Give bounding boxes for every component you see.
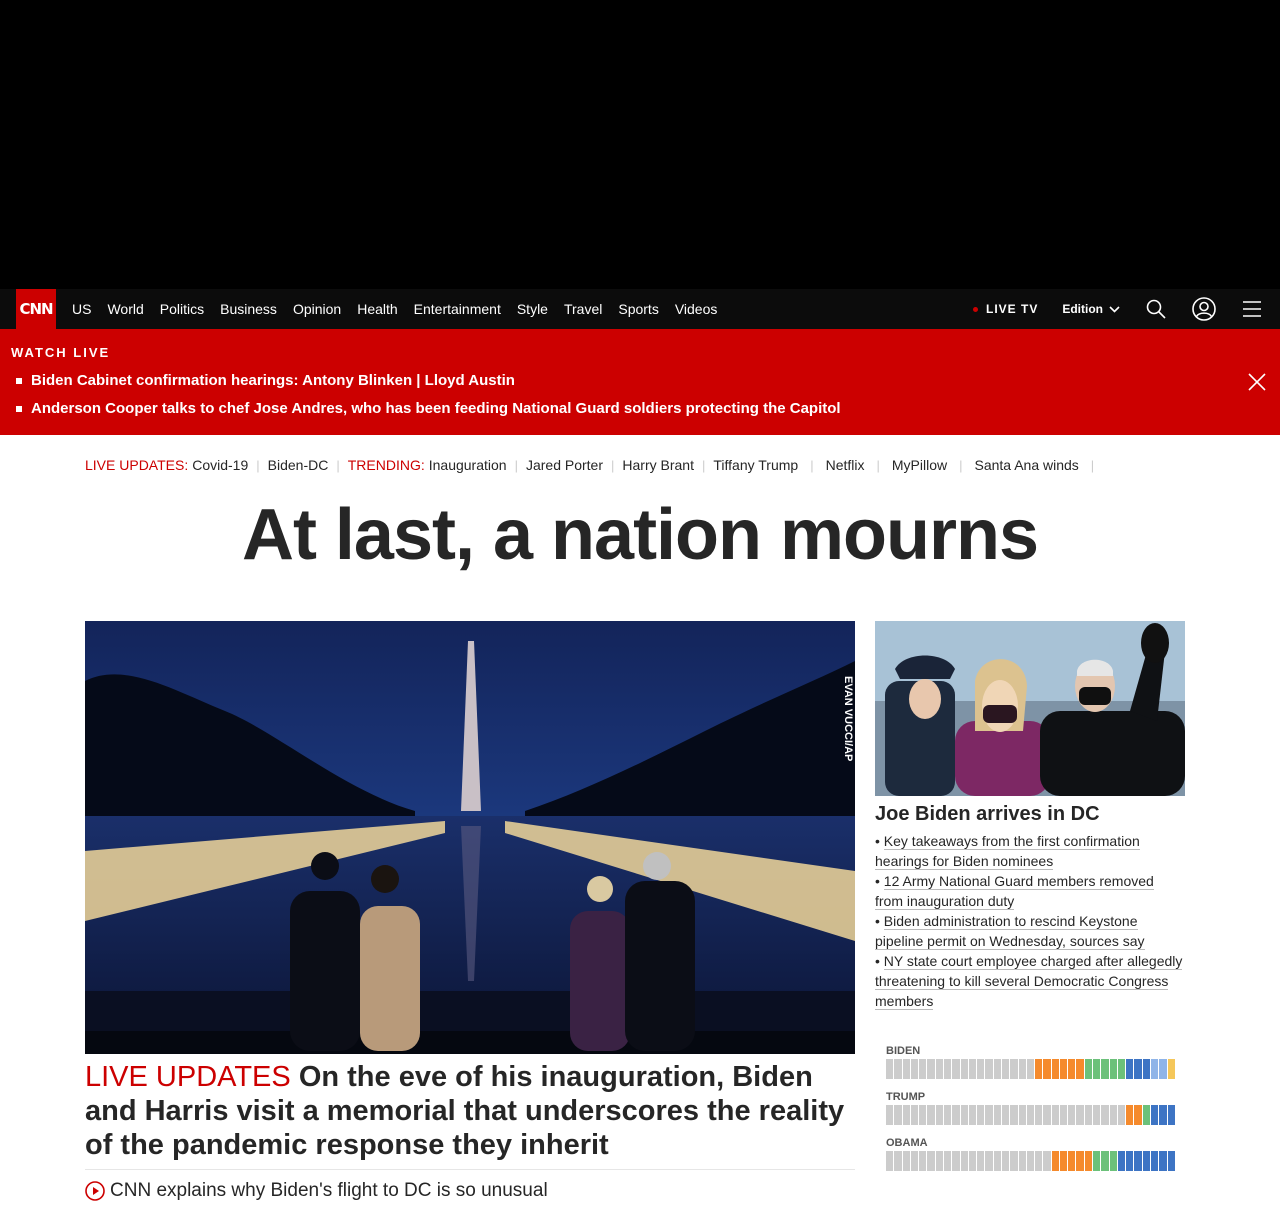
election-bar-segment <box>1027 1059 1034 1079</box>
memorial-photo <box>85 621 855 1054</box>
election-bar-segment <box>1110 1059 1117 1079</box>
live-tv-button[interactable] <box>973 302 1038 316</box>
election-bar-segment <box>1060 1105 1067 1125</box>
account-button[interactable] <box>1192 297 1216 321</box>
election-bar-segment <box>1052 1105 1059 1125</box>
hero-image[interactable] <box>85 621 855 1054</box>
election-bar-segment <box>1085 1059 1092 1079</box>
election-bar-segment <box>1126 1059 1133 1079</box>
close-icon <box>1248 373 1266 391</box>
hamburger-icon <box>1243 301 1261 317</box>
watch-live-banner <box>0 329 1280 435</box>
election-bar-segment <box>1002 1151 1009 1171</box>
election-bar-segment <box>1126 1105 1133 1125</box>
election-row <box>886 1091 1176 1125</box>
election-bar-strip <box>886 1105 1176 1125</box>
nav-link-videos[interactable]: Videos <box>674 301 718 317</box>
election-bar-segment <box>911 1151 918 1171</box>
divider: | <box>611 457 615 473</box>
live-updates-tag: LIVE UPDATES <box>85 1061 291 1093</box>
nav-link-entertainment[interactable]: Entertainment <box>413 301 501 317</box>
biden-arrival-photo <box>875 621 1185 796</box>
election-bar-segment <box>1027 1105 1034 1125</box>
list-item[interactable]: • Biden administration to rescind Keystone pipeline permit on Wednesday, sources say <box>875 913 1145 949</box>
election-bar-segment <box>1076 1151 1083 1171</box>
ad-area <box>0 0 1280 289</box>
election-bar-segment <box>1159 1105 1166 1125</box>
election-bar-segment <box>1076 1059 1083 1079</box>
video-link-text: CNN explains why Biden's flight to DC is so unusual <box>110 1180 548 1201</box>
election-bar-segment <box>936 1059 943 1079</box>
election-bar-segment <box>919 1105 926 1125</box>
trending-link[interactable]: Jared Porter <box>525 457 604 473</box>
election-bar-segment <box>1151 1059 1158 1079</box>
election-bar-segment <box>911 1105 918 1125</box>
trending-link[interactable]: MyPillow <box>891 457 948 473</box>
election-bar-segment <box>952 1105 959 1125</box>
election-bar-segment <box>969 1059 976 1079</box>
election-bar-segment <box>911 1059 918 1079</box>
watch-live-item-text: Biden Cabinet confirmation hearings: Antony Blinken | Lloyd Austin <box>31 372 515 389</box>
bullet-square-icon <box>16 406 22 412</box>
election-bar-segment <box>894 1059 901 1079</box>
election-bar-segment <box>1143 1151 1150 1171</box>
election-bar-segment <box>1134 1059 1141 1079</box>
election-bar-segment <box>952 1059 959 1079</box>
election-bar-segment <box>1019 1059 1026 1079</box>
election-bar-segment <box>944 1105 951 1125</box>
election-bar-segment <box>944 1151 951 1171</box>
nav-link-travel[interactable]: Travel <box>563 301 603 317</box>
election-bar-segment <box>1010 1105 1017 1125</box>
election-bar-segment <box>886 1105 893 1125</box>
nav-link-opinion[interactable]: Opinion <box>292 301 342 317</box>
trending-link[interactable]: Covid-19 <box>192 457 249 473</box>
watch-live-title: WATCH LIVE <box>11 345 111 360</box>
election-bar-segment <box>1126 1151 1133 1171</box>
trending-link[interactable]: Netflix <box>825 457 865 473</box>
election-bar-segment <box>1110 1151 1117 1171</box>
election-graphic[interactable] <box>886 1045 1176 1183</box>
election-bar-segment <box>919 1151 926 1171</box>
election-bar-segment <box>977 1059 984 1079</box>
nav-link-politics[interactable]: Politics <box>159 301 205 317</box>
election-bar-segment <box>1101 1059 1108 1079</box>
election-bar-segment <box>936 1105 943 1125</box>
divider: | <box>514 457 518 473</box>
search-button[interactable] <box>1144 297 1168 321</box>
trending-link[interactable]: Biden-DC <box>267 457 329 473</box>
election-bar-segment <box>961 1059 968 1079</box>
election-bar-segment <box>1060 1059 1067 1079</box>
trending-link[interactable]: Harry Brant <box>622 457 694 473</box>
election-bar-segment <box>1002 1059 1009 1079</box>
nav-link-style[interactable]: Style <box>516 301 548 317</box>
election-bar-strip <box>886 1059 1176 1079</box>
election-bar-segment <box>1019 1151 1026 1171</box>
election-bar-segment <box>927 1151 934 1171</box>
election-bar-segment <box>1027 1151 1034 1171</box>
election-bar-segment <box>1168 1105 1175 1125</box>
election-bar-segment <box>985 1059 992 1079</box>
election-bar-segment <box>1085 1151 1092 1171</box>
election-bar-segment <box>1043 1105 1050 1125</box>
election-bar-segment <box>903 1105 910 1125</box>
trending-bar <box>85 457 1106 473</box>
menu-button[interactable] <box>1240 297 1264 321</box>
edition-selector[interactable] <box>1062 302 1120 316</box>
nav-right <box>973 289 1280 329</box>
election-bar-segment <box>1076 1105 1083 1125</box>
election-bar-segment <box>1118 1151 1125 1171</box>
election-bar-segment <box>969 1151 976 1171</box>
election-bar-segment <box>985 1105 992 1125</box>
nav-link-business[interactable]: Business <box>220 301 277 317</box>
election-bar-segment <box>1118 1105 1125 1125</box>
list-item[interactable]: • 12 Army National Guard members removed from inauguration duty <box>875 873 1154 909</box>
divider: | <box>959 457 963 473</box>
chevron-down-icon <box>1109 306 1120 313</box>
election-bar-segment <box>1134 1105 1141 1125</box>
election-row-label: OBAMA <box>886 1137 928 1149</box>
live-tv-label: LIVE TV <box>985 302 1039 316</box>
election-bar-segment <box>894 1105 901 1125</box>
election-row <box>886 1045 1176 1079</box>
election-bar-segment <box>1010 1059 1017 1079</box>
watch-live-item[interactable] <box>16 400 841 417</box>
election-bar-segment <box>977 1151 984 1171</box>
election-bar-segment <box>1093 1151 1100 1171</box>
play-icon <box>85 1181 105 1201</box>
election-bar-segment <box>1019 1105 1026 1125</box>
cnn-logo[interactable]: CNN <box>16 289 56 329</box>
divider: | <box>876 457 880 473</box>
election-bar-segment <box>1052 1059 1059 1079</box>
divider: | <box>336 457 340 473</box>
election-bar-segment <box>1151 1105 1158 1125</box>
live-updates-label: LIVE UPDATES: <box>85 457 189 473</box>
list-item[interactable]: • NY state court employee charged after allegedly threatening to kill several Democratic Congress members <box>875 953 1183 1009</box>
election-bar-segment <box>1052 1151 1059 1171</box>
election-bar-segment <box>886 1059 893 1079</box>
election-bar-segment <box>1101 1151 1108 1171</box>
nav-link-us[interactable]: US <box>72 301 92 317</box>
election-bar-segment <box>1143 1059 1150 1079</box>
hero-headline-text: On the eve of his inauguration, Biden and Harris visit a memorial that underscores the reality of the pandemic response they inherit <box>85 1061 845 1161</box>
election-bar-segment <box>1110 1105 1117 1125</box>
election-bar-segment <box>1035 1105 1042 1125</box>
election-bar-segment <box>886 1151 893 1171</box>
election-bar-segment <box>1035 1059 1042 1079</box>
divider <box>85 1169 855 1170</box>
list-item[interactable]: • Key takeaways from the first confirmation hearings for Biden nominees <box>875 833 1140 869</box>
election-bar-segment <box>1035 1151 1042 1171</box>
election-bar-segment <box>1093 1059 1100 1079</box>
election-bar-segment <box>1068 1151 1075 1171</box>
election-bar-segment <box>1134 1151 1141 1171</box>
election-row-label: TRUMP <box>886 1091 926 1103</box>
election-bar-segment <box>961 1151 968 1171</box>
election-bar-segment <box>1068 1105 1075 1125</box>
election-bar-segment <box>903 1059 910 1079</box>
photo-credit: EVAN VUCCI/AP <box>842 676 854 762</box>
close-banner-button[interactable] <box>1248 373 1266 396</box>
divider: | <box>701 457 706 473</box>
divider: | <box>810 457 814 473</box>
election-bar-segment <box>1043 1059 1050 1079</box>
side-story-title[interactable]: Joe Biden arrives in DC <box>875 803 1100 825</box>
divider: | <box>1090 457 1095 473</box>
election-bar-segment <box>1101 1105 1108 1125</box>
nav-link-health[interactable]: Health <box>357 301 398 317</box>
election-bar-segment <box>1085 1105 1092 1125</box>
trending-link[interactable]: Santa Ana winds <box>974 457 1079 473</box>
election-bar-segment <box>927 1059 934 1079</box>
election-bar-segment <box>994 1151 1001 1171</box>
election-bar-segment <box>969 1105 976 1125</box>
nav-links <box>72 289 733 329</box>
main-headline[interactable]: At last, a nation mourns <box>241 495 1039 575</box>
trending-link[interactable]: Tiffany Trump <box>713 457 799 473</box>
election-bar-segment <box>944 1059 951 1079</box>
election-bar-segment <box>1143 1105 1150 1125</box>
election-bar-segment <box>961 1105 968 1125</box>
election-bar-segment <box>977 1105 984 1125</box>
election-bar-segment <box>903 1151 910 1171</box>
election-bar-segment <box>1002 1105 1009 1125</box>
election-bar-segment <box>927 1105 934 1125</box>
election-bar-segment <box>1159 1151 1166 1171</box>
election-row <box>886 1137 1176 1171</box>
top-nav <box>0 289 1280 329</box>
election-bar-segment <box>1060 1151 1067 1171</box>
election-bar-segment <box>1093 1105 1100 1125</box>
election-bar-segment <box>1151 1151 1158 1171</box>
election-bar-segment <box>919 1059 926 1079</box>
live-dot-icon <box>973 307 978 312</box>
search-icon <box>1146 299 1166 319</box>
divider: | <box>256 457 260 473</box>
trending-label: TRENDING: <box>347 457 425 473</box>
side-story-image[interactable] <box>875 621 1185 796</box>
edition-label: Edition <box>1062 302 1103 316</box>
election-row-label: BIDEN <box>886 1045 921 1057</box>
election-bar-segment <box>952 1151 959 1171</box>
election-bar-segment <box>1159 1059 1166 1079</box>
election-bar-segment <box>994 1105 1001 1125</box>
video-link[interactable] <box>85 1180 548 1202</box>
election-bar-segment <box>894 1151 901 1171</box>
hero-headline[interactable] <box>85 1060 855 1162</box>
election-bar-segment <box>1043 1151 1050 1171</box>
side-story-list <box>875 831 1185 1011</box>
bullet-square-icon <box>16 378 22 384</box>
trending-link[interactable]: Inauguration <box>428 457 507 473</box>
election-bar-segment <box>1010 1151 1017 1171</box>
user-icon <box>1192 297 1216 321</box>
watch-live-item[interactable] <box>16 372 515 389</box>
election-bar-segment <box>1168 1059 1175 1079</box>
election-bar-segment <box>985 1151 992 1171</box>
nav-link-sports[interactable]: Sports <box>618 301 659 317</box>
election-bar-segment <box>1068 1059 1075 1079</box>
election-bar-strip <box>886 1151 1176 1171</box>
election-bar-segment <box>1118 1059 1125 1079</box>
election-bar-segment <box>1168 1151 1175 1171</box>
election-bar-segment <box>936 1151 943 1171</box>
election-bar-segment <box>994 1059 1001 1079</box>
nav-link-world[interactable]: World <box>107 301 144 317</box>
watch-live-item-text: Anderson Cooper talks to chef Jose Andres, who has been feeding National Guard soldiers protecting the Capitol <box>31 400 841 417</box>
